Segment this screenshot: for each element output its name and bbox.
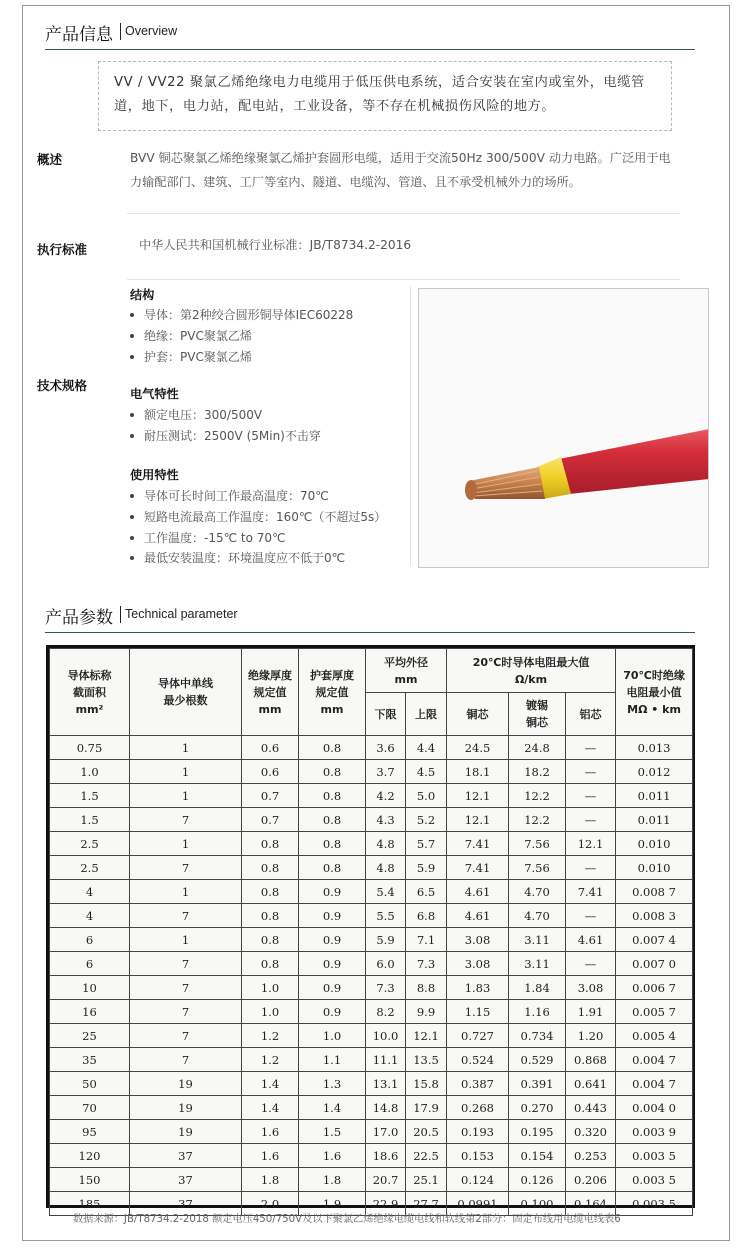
- spec-item: 额定电压：300/500V: [130, 406, 262, 423]
- table-cell: 14.8: [366, 1096, 406, 1120]
- col-header-avg-diameter: 平均外径 mm: [366, 649, 447, 693]
- table-cell: 10.0: [366, 1024, 406, 1048]
- table-cell: 7: [130, 904, 242, 928]
- table-cell: 0.9: [299, 1000, 366, 1024]
- table-cell: 0.734: [509, 1024, 566, 1048]
- divider: [127, 213, 680, 214]
- table-cell: 6: [50, 952, 130, 976]
- table-cell: 25.1: [406, 1168, 447, 1192]
- table-cell: 0.387: [447, 1072, 509, 1096]
- table-cell: —: [566, 952, 616, 976]
- table-cell: 1.83: [447, 976, 509, 1000]
- table-cell: 2.5: [50, 832, 130, 856]
- table-cell: 0.003 9: [616, 1120, 693, 1144]
- table-cell: 4: [50, 904, 130, 928]
- table-cell: 0.193: [447, 1120, 509, 1144]
- table-cell: 18.2: [509, 760, 566, 784]
- table-cell: 9.9: [406, 1000, 447, 1024]
- table-cell: 12.1: [406, 1024, 447, 1048]
- table-cell: 17.0: [366, 1120, 406, 1144]
- table-cell: 1.6: [299, 1144, 366, 1168]
- table-cell: 0.011: [616, 784, 693, 808]
- table-cell: 0.270: [509, 1096, 566, 1120]
- table-cell: 2.5: [50, 856, 130, 880]
- table-cell: 4.3: [366, 808, 406, 832]
- table-cell: 0.153: [447, 1144, 509, 1168]
- param-title-cn: 产品参数: [45, 608, 113, 628]
- table-cell: 0.8: [299, 784, 366, 808]
- table-cell: 19: [130, 1120, 242, 1144]
- spec-item: 护套：PVC聚氯乙烯: [130, 348, 252, 365]
- structure-title: 结构: [130, 288, 155, 302]
- table-cell: 0.006 7: [616, 976, 693, 1000]
- table-cell: 10: [50, 976, 130, 1000]
- overview-title-cn: 产品信息: [45, 25, 113, 45]
- table-cell: 7.41: [447, 856, 509, 880]
- col-header-strands: 导体中单线 最少根数: [130, 649, 242, 736]
- table-cell: 95: [50, 1120, 130, 1144]
- table-cell: 0.126: [509, 1168, 566, 1192]
- col-header-sheath: 护套厚度 规定值 mm: [299, 649, 366, 736]
- table-cell: 24.8: [509, 736, 566, 760]
- table-cell: 0.9: [299, 952, 366, 976]
- table-cell: 1: [130, 736, 242, 760]
- table-cell: 1.1: [299, 1048, 366, 1072]
- table-cell: 20.7: [366, 1168, 406, 1192]
- table-cell: 0.524: [447, 1048, 509, 1072]
- table-cell: 0.004 7: [616, 1072, 693, 1096]
- table-row: [50, 1072, 693, 1096]
- section-underline: [45, 49, 695, 50]
- overview-section-header: [45, 20, 695, 50]
- table-cell: 12.1: [447, 784, 509, 808]
- table-cell: 0.007 4: [616, 928, 693, 952]
- table-cell: 37: [130, 1144, 242, 1168]
- table-cell: 3.11: [509, 928, 566, 952]
- table-row: [50, 880, 693, 904]
- table-cell: 1.6: [242, 1120, 299, 1144]
- summary-text: BVV 铜芯聚氯乙烯绝缘聚氯乙烯护套圆形电缆，适用于交流50Hz 300/500V 动力电路。广泛用于电力输配部门、建筑、工厂等室内、隧道、电缆沟、管道、且不承受机械外力的场所。: [130, 151, 671, 189]
- table-cell: 0.8: [299, 832, 366, 856]
- table-cell: 0.8: [299, 736, 366, 760]
- table-cell: —: [566, 808, 616, 832]
- table-cell: 6.0: [366, 952, 406, 976]
- col-header-upper: 上限: [406, 693, 447, 736]
- table-cell: 15.8: [406, 1072, 447, 1096]
- table-cell: 0.641: [566, 1072, 616, 1096]
- table-cell: 3.7: [366, 760, 406, 784]
- table-body: [50, 736, 693, 1216]
- table-cell: 0.6: [242, 736, 299, 760]
- table-cell: 1.0: [242, 976, 299, 1000]
- table-cell: 0.003 5: [616, 1144, 693, 1168]
- table-cell: 7: [130, 1000, 242, 1024]
- table-cell: 5.5: [366, 904, 406, 928]
- table-cell: 0.0991: [447, 1192, 509, 1216]
- col-header-aluminum: 铝芯: [566, 693, 616, 736]
- table-cell: 0.8: [242, 952, 299, 976]
- table-cell: 4: [50, 880, 130, 904]
- table-row: [50, 1168, 693, 1192]
- col-header-tinned-copper: 镀锡 铜芯: [509, 693, 566, 736]
- usage-title: 使用特性: [130, 468, 179, 482]
- table-cell: 0.010: [616, 856, 693, 880]
- table-cell: 3.6: [366, 736, 406, 760]
- col-header-lower: 下限: [366, 693, 406, 736]
- table-cell: —: [566, 904, 616, 928]
- parameter-table: [46, 645, 695, 1211]
- table-cell: 5.7: [406, 832, 447, 856]
- divider: [127, 279, 680, 280]
- table-cell: 7: [130, 952, 242, 976]
- table-cell: 22.5: [406, 1144, 447, 1168]
- table-cell: 1: [130, 880, 242, 904]
- table-cell: 5.9: [406, 856, 447, 880]
- table-cell: 4.61: [447, 904, 509, 928]
- table-cell: 7.1: [406, 928, 447, 952]
- table-cell: 0.443: [566, 1096, 616, 1120]
- table-cell: 0.011: [616, 808, 693, 832]
- table-cell: 185: [50, 1192, 130, 1216]
- table-cell: 1: [130, 760, 242, 784]
- table-cell: 0.164: [566, 1192, 616, 1216]
- table-cell: 0.391: [509, 1072, 566, 1096]
- table-cell: 0.206: [566, 1168, 616, 1192]
- table-cell: 0.154: [509, 1144, 566, 1168]
- table-cell: 1.9: [299, 1192, 366, 1216]
- standard-label: 执行标准: [37, 242, 88, 257]
- table-cell: 1: [130, 928, 242, 952]
- table-cell: —: [566, 856, 616, 880]
- param-section-header: [45, 603, 695, 633]
- table-cell: 6.8: [406, 904, 447, 928]
- table-cell: 4.8: [366, 832, 406, 856]
- table-cell: 1: [130, 832, 242, 856]
- table-cell: 1.2: [242, 1048, 299, 1072]
- table-cell: 0.008 7: [616, 880, 693, 904]
- table-cell: 8.8: [406, 976, 447, 1000]
- table-cell: 7.56: [509, 832, 566, 856]
- table-cell: 2.0: [242, 1192, 299, 1216]
- table-cell: 6: [50, 928, 130, 952]
- table-cell: 1.91: [566, 1000, 616, 1024]
- table-cell: 0.003 5: [616, 1168, 693, 1192]
- table-cell: 1.20: [566, 1024, 616, 1048]
- table-cell: 5.4: [366, 880, 406, 904]
- table-cell: 0.8: [242, 880, 299, 904]
- table-cell: 4.70: [509, 880, 566, 904]
- cable-photo: [418, 288, 709, 568]
- table-cell: 18.6: [366, 1144, 406, 1168]
- table-row: [50, 1024, 693, 1048]
- table-row: [50, 1096, 693, 1120]
- table-cell: 35: [50, 1048, 130, 1072]
- table-cell: 1.5: [299, 1120, 366, 1144]
- table-cell: 0.010: [616, 832, 693, 856]
- spec-item: 短路电流最高工作温度：160℃（不超过5s）: [130, 508, 386, 525]
- spec-item: 工作温度：-15℃ to 70℃: [130, 529, 286, 546]
- table-cell: 0.6: [242, 760, 299, 784]
- table-cell: 6.5: [406, 880, 447, 904]
- table-cell: 18.1: [447, 760, 509, 784]
- table-cell: 0.75: [50, 736, 130, 760]
- table-cell: 1.0: [242, 1000, 299, 1024]
- table-cell: 3.11: [509, 952, 566, 976]
- table-row: [50, 976, 693, 1000]
- table-cell: 0.9: [299, 928, 366, 952]
- col-header-insulation: 绝缘厚度 规定值 mm: [242, 649, 299, 736]
- spec-item: 耐压测试：2500V (5Min)不击穿: [130, 427, 321, 444]
- table-cell: 1: [130, 784, 242, 808]
- table-cell: 1.4: [242, 1072, 299, 1096]
- col-header-copper: 铜芯: [447, 693, 509, 736]
- table-row: [50, 904, 693, 928]
- electrical-title: 电气特性: [130, 387, 179, 401]
- spec-item: 导体可长时间工作最高温度：70℃: [130, 487, 329, 504]
- table-row: [50, 808, 693, 832]
- table-cell: 0.7: [242, 784, 299, 808]
- summary-label: 概述: [37, 152, 63, 167]
- table-row: [50, 952, 693, 976]
- table-cell: 0.9: [299, 976, 366, 1000]
- table-cell: 7.3: [366, 976, 406, 1000]
- table-row: [50, 856, 693, 880]
- table-cell: 1.5: [50, 784, 130, 808]
- table-cell: 37: [130, 1168, 242, 1192]
- table-cell: 4.61: [447, 880, 509, 904]
- table-cell: 0.320: [566, 1120, 616, 1144]
- table-cell: 17.9: [406, 1096, 447, 1120]
- table-cell: 27.7: [406, 1192, 447, 1216]
- table-cell: 0.9: [299, 880, 366, 904]
- table-cell: 4.61: [566, 928, 616, 952]
- section-underline: [45, 632, 695, 633]
- table-cell: 50: [50, 1072, 130, 1096]
- table-cell: 1.4: [242, 1096, 299, 1120]
- cable-illustration: [419, 289, 708, 567]
- param-title-en: Technical parameter: [125, 607, 238, 621]
- table-cell: 3.08: [447, 928, 509, 952]
- table-cell: 7.41: [447, 832, 509, 856]
- table-cell: 0.868: [566, 1048, 616, 1072]
- table-cell: 7: [130, 976, 242, 1000]
- table-cell: 1.8: [299, 1168, 366, 1192]
- table-cell: 4.8: [366, 856, 406, 880]
- table-cell: 16: [50, 1000, 130, 1024]
- table-cell: 8.2: [366, 1000, 406, 1024]
- table-cell: —: [566, 760, 616, 784]
- table-cell: 0.005 7: [616, 1000, 693, 1024]
- table-row: [50, 1144, 693, 1168]
- table-cell: 7.41: [566, 880, 616, 904]
- table-cell: 4.4: [406, 736, 447, 760]
- col-header-resistance: 20℃时导体电阻最大值 Ω/km: [447, 649, 616, 693]
- table-cell: 150: [50, 1168, 130, 1192]
- intro-box: [98, 61, 672, 131]
- table-cell: 0.8: [242, 856, 299, 880]
- table-cell: 3.08: [447, 952, 509, 976]
- table-cell: 0.007 0: [616, 952, 693, 976]
- spec-item: 导体：第2种绞合圆形铜导体IEC60228: [130, 306, 353, 323]
- table-cell: 7: [130, 1024, 242, 1048]
- table-cell: 0.8: [242, 904, 299, 928]
- table-cell: 0.124: [447, 1168, 509, 1192]
- table-row: [50, 1048, 693, 1072]
- spec-item: 绝缘：PVC聚氯乙烯: [130, 327, 252, 344]
- table-cell: 0.013: [616, 736, 693, 760]
- table-cell: 1.4: [299, 1096, 366, 1120]
- table-cell: 1.2: [242, 1024, 299, 1048]
- table-cell: 7: [130, 808, 242, 832]
- table-cell: 7: [130, 1048, 242, 1072]
- table-cell: 13.1: [366, 1072, 406, 1096]
- table-row: [50, 736, 693, 760]
- table-cell: 0.8: [299, 808, 366, 832]
- table-cell: —: [566, 784, 616, 808]
- table-cell: 0.195: [509, 1120, 566, 1144]
- table-row: [50, 1120, 693, 1144]
- table-cell: 1.15: [447, 1000, 509, 1024]
- table-row: [50, 928, 693, 952]
- table-row: [50, 832, 693, 856]
- table-cell: —: [566, 736, 616, 760]
- intro-text: VV / VV22 聚氯乙烯绝缘电力电缆用于低压供电系统，适合安装在室内或室外，电缆管道，地下，电力站，配电站，工业设备，等不存在机械损伤风险的地方。: [114, 75, 645, 114]
- title-divider: [120, 23, 121, 40]
- table-cell: 37: [130, 1192, 242, 1216]
- standard-text: 中华人民共和国机械行业标准：JB/T8734.2-2016: [139, 238, 412, 252]
- table-cell: 12.1: [566, 832, 616, 856]
- table-cell: 0.005 4: [616, 1024, 693, 1048]
- table-cell: 1.5: [50, 808, 130, 832]
- table-cell: 0.8: [299, 760, 366, 784]
- divider-vertical: [410, 286, 411, 566]
- table-cell: 1.8: [242, 1168, 299, 1192]
- table-cell: 11.1: [366, 1048, 406, 1072]
- table-cell: 1.84: [509, 976, 566, 1000]
- table-cell: 12.1: [447, 808, 509, 832]
- table-row: [50, 1000, 693, 1024]
- table-cell: 12.2: [509, 808, 566, 832]
- table-cell: 1.3: [299, 1072, 366, 1096]
- table-cell: 1.16: [509, 1000, 566, 1024]
- table-cell: 3.08: [566, 976, 616, 1000]
- table-cell: 120: [50, 1144, 130, 1168]
- table-cell: 0.253: [566, 1144, 616, 1168]
- table-cell: 19: [130, 1072, 242, 1096]
- table-cell: 0.8: [242, 832, 299, 856]
- table-cell: 4.2: [366, 784, 406, 808]
- table-cell: 0.8: [299, 856, 366, 880]
- table-cell: 20.5: [406, 1120, 447, 1144]
- table-cell: 7.56: [509, 856, 566, 880]
- title-divider: [120, 606, 121, 623]
- table-cell: 22.9: [366, 1192, 406, 1216]
- table-cell: 5.2: [406, 808, 447, 832]
- table-cell: 7: [130, 856, 242, 880]
- table-cell: 13.5: [406, 1048, 447, 1072]
- table-cell: 7.3: [406, 952, 447, 976]
- table-cell: 0.529: [509, 1048, 566, 1072]
- table-cell: 0.004 0: [616, 1096, 693, 1120]
- table-cell: 0.003 5: [616, 1192, 693, 1216]
- source-note: 数据来源：JB/T8734.2-2018 额定电压450/750V及以下聚氯乙烯绝缘电缆电线和软线第2部分：固定布线用电缆电线表6: [73, 1214, 621, 1225]
- col-header-cross-section: 导体标称 截面积 mm²: [50, 649, 130, 736]
- table-cell: 19: [130, 1096, 242, 1120]
- table-cell: 0.268: [447, 1096, 509, 1120]
- table-cell: 5.9: [366, 928, 406, 952]
- table-cell: 1.0: [299, 1024, 366, 1048]
- table-cell: 12.2: [509, 784, 566, 808]
- table-cell: 4.5: [406, 760, 447, 784]
- table-cell: 0.008 3: [616, 904, 693, 928]
- tech-spec-label: 技术规格: [37, 378, 88, 393]
- table-cell: 1.0: [50, 760, 130, 784]
- table-cell: 1.6: [242, 1144, 299, 1168]
- table-row: [50, 760, 693, 784]
- table-cell: 0.7: [242, 808, 299, 832]
- table-cell: 25: [50, 1024, 130, 1048]
- table-cell: 5.0: [406, 784, 447, 808]
- table-cell: 4.70: [509, 904, 566, 928]
- overview-title-en: Overview: [125, 24, 178, 38]
- spec-item: 最低安装温度：环境温度应不低于0℃: [130, 549, 345, 566]
- table-cell: 70: [50, 1096, 130, 1120]
- table-cell: 0.727: [447, 1024, 509, 1048]
- table-cell: 0.012: [616, 760, 693, 784]
- table-cell: 0.8: [242, 928, 299, 952]
- table-cell: 0.9: [299, 904, 366, 928]
- table-cell: 0.004 7: [616, 1048, 693, 1072]
- table-row: [50, 784, 693, 808]
- table-cell: 0.100: [509, 1192, 566, 1216]
- col-header-insulation-resistance: 70℃时绝缘 电阻最小值 MΩ • km: [616, 649, 693, 736]
- table-cell: 24.5: [447, 736, 509, 760]
